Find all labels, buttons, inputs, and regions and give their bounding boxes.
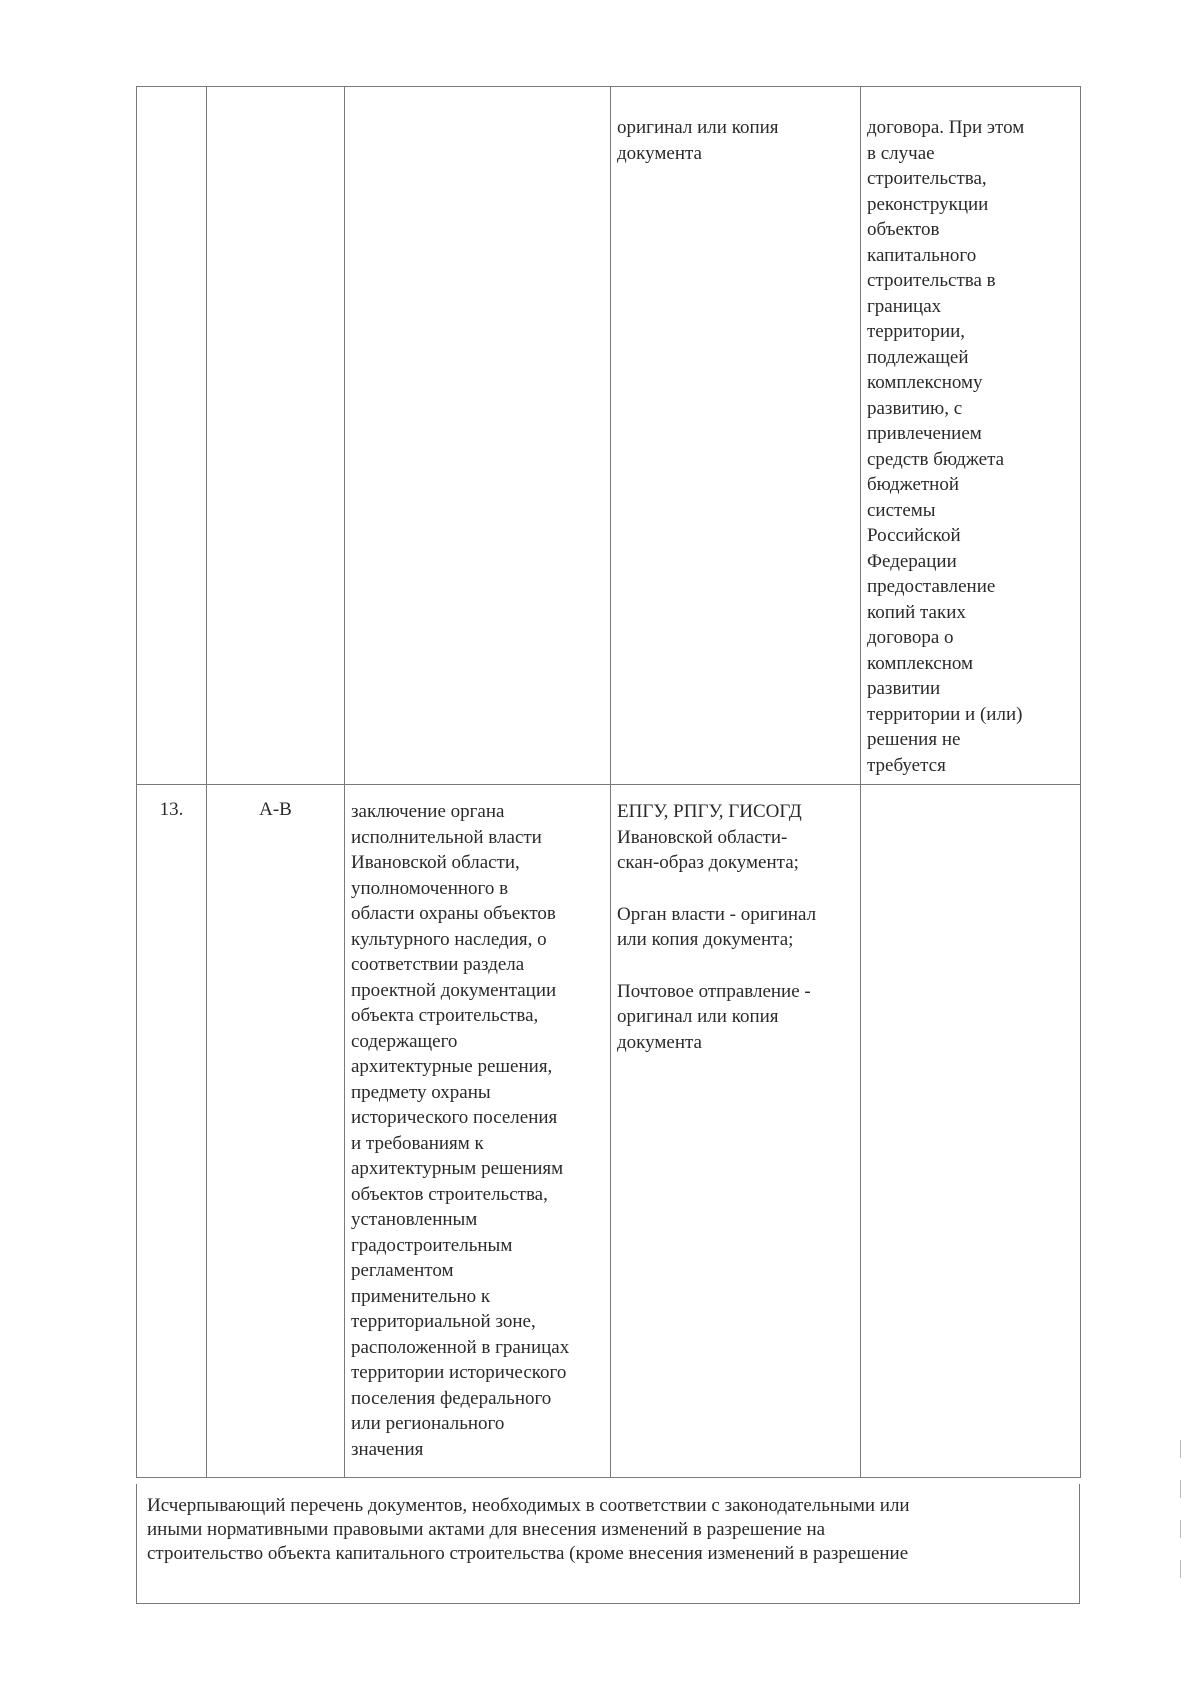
cell-document-empty	[345, 87, 611, 785]
method-post: Почтовое отправление - оригинал или копия документа	[617, 980, 811, 1053]
scan-margin-marks	[1180, 1440, 1182, 1640]
method-authority: Орган власти - оригинал или копия документа;	[617, 903, 817, 950]
cell-number	[137, 785, 207, 1478]
cell-methods	[611, 87, 861, 785]
cell-number-empty	[137, 87, 207, 785]
table-row-13	[137, 785, 1081, 1478]
document-name-text: заключение органа исполнительной власти Ивановской области, уполномоченного в области охраны объектов культурного наследия, о соответствии раздела проектной документации объекта строительства, содержащего архитектурные решения, предмету охраны исторического поселения и требованиям к архитектурным решениям объектов строительства, установленным градостроительным регламентом применительно к территориальной зоне, расположенной в границах территории исторического поселения федерального или регионального значения	[351, 801, 570, 1460]
cell-document	[345, 785, 611, 1478]
row-code: А-В	[259, 799, 292, 820]
scan-mark	[1180, 1480, 1181, 1498]
submission-methods-list	[611, 785, 860, 1061]
cell-note	[861, 87, 1081, 785]
note-text-empty	[861, 785, 1080, 805]
scan-mark	[1180, 1440, 1181, 1458]
section-heading-box: Исчерпывающий перечень документов, необходимых в соответствии с законодательными или иными нормативными правовыми актами для внесения изменений в разрешение на строительство объекта капитального строительства (кроме внесения изменений в разрешение	[136, 1484, 1080, 1604]
methods-text: оригинал или копия документа	[617, 117, 779, 164]
documents-table	[136, 86, 1081, 1478]
note-text: договора. При этом в случае строительства, реконструкции объектов капитального строительства в границах территории, подлежащей комплексному развитию, с привлечением средств бюджета бюджетной системы Российской Федерации предоставление копий таких договора о комплексном развитии территории и (или) решения не требуется	[867, 117, 1025, 776]
method-epgu: ЕПГУ, РПГУ, ГИСОГД Ивановской области- скан-образ документа;	[617, 801, 802, 873]
cell-submission-methods	[611, 785, 861, 1478]
cell-code-empty	[207, 87, 345, 785]
scan-mark	[1180, 1520, 1181, 1538]
cell-code	[207, 785, 345, 1478]
cell-note-empty	[861, 785, 1081, 1478]
documents-table-wrapper	[136, 86, 1080, 1478]
row-number: 13.	[159, 799, 184, 820]
table-row-continuation	[137, 87, 1081, 785]
scan-mark	[1180, 1560, 1181, 1578]
